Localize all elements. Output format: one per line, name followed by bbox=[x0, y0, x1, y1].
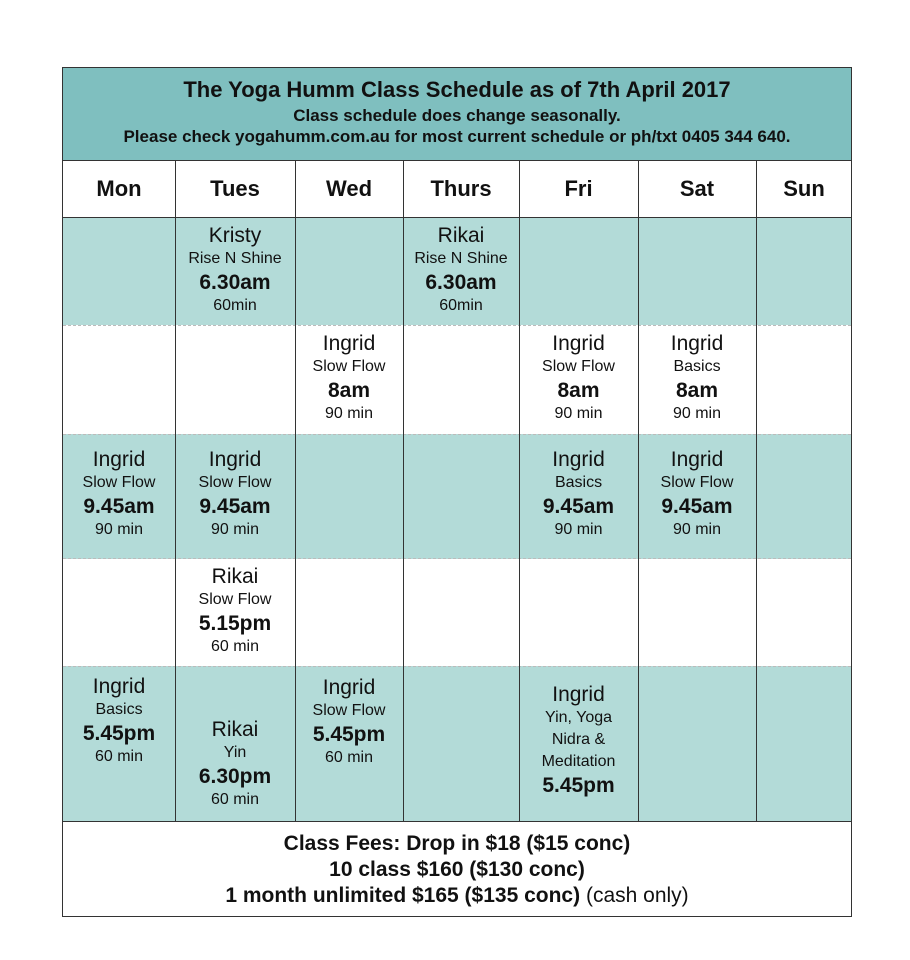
class-time: 9.45am bbox=[661, 495, 733, 518]
schedule-subtitle: Class schedule does change seasonally. bbox=[293, 106, 621, 125]
class-type: Rise N Shine bbox=[414, 250, 508, 267]
class-duration: 90 min bbox=[554, 521, 603, 538]
class-time: 5.45pm bbox=[542, 774, 615, 797]
day-header-row bbox=[63, 161, 851, 218]
class-type: Basics bbox=[95, 701, 143, 718]
class-duration: 60 min bbox=[210, 791, 260, 808]
class-time: 8am bbox=[557, 379, 600, 402]
class-type-line: Yin, Yoga bbox=[544, 709, 613, 726]
instructor-name: Ingrid bbox=[92, 448, 146, 471]
class-type: Slow Flow bbox=[198, 591, 272, 608]
fees-monthly-text: 1 month unlimited $165 ($135 conc) bbox=[225, 884, 581, 907]
class-type: Slow Flow bbox=[198, 474, 272, 491]
schedule-contact: Please check yogahumm.com.au for most current schedule or ph/txt 0405 344 640. bbox=[123, 127, 791, 146]
class-duration: 90 min bbox=[94, 521, 144, 538]
class-time: 9.45am bbox=[83, 495, 155, 518]
day-sat: Sat bbox=[679, 176, 715, 201]
instructor-name: Ingrid bbox=[322, 676, 376, 699]
day-wed: Wed bbox=[325, 176, 373, 201]
class-sat-8am bbox=[638, 332, 756, 425]
fees-cash-note: (cash only) bbox=[585, 884, 689, 907]
fees-drop-in: Class Fees: Drop in $18 ($15 conc) bbox=[283, 832, 631, 855]
class-time: 8am bbox=[675, 379, 719, 402]
class-type: Basics bbox=[673, 358, 721, 375]
class-mon-545pm bbox=[63, 675, 175, 768]
class-type: Slow Flow bbox=[660, 474, 734, 491]
class-sat-945am bbox=[638, 448, 756, 541]
class-tue-515pm bbox=[175, 565, 295, 658]
class-time: 5.45pm bbox=[312, 723, 386, 746]
column-divider bbox=[756, 161, 757, 821]
class-thu-630am bbox=[403, 224, 519, 317]
instructor-name: Kristy bbox=[208, 224, 262, 247]
instructor-name: Ingrid bbox=[552, 683, 605, 706]
class-wed-8am bbox=[295, 332, 403, 425]
class-duration: 60 min bbox=[210, 638, 260, 655]
day-fri: Fri bbox=[564, 176, 593, 201]
class-time: 9.45am bbox=[542, 495, 615, 518]
instructor-name: Rikai bbox=[211, 565, 259, 588]
instructor-name: Rikai bbox=[437, 224, 485, 247]
day-mon: Mon bbox=[96, 176, 142, 201]
class-time: 6.30am bbox=[199, 271, 271, 294]
class-tue-630pm bbox=[175, 718, 295, 811]
class-tue-945am bbox=[175, 448, 295, 541]
class-duration: 60min bbox=[439, 297, 483, 314]
class-time: 9.45am bbox=[199, 495, 271, 518]
class-fri-945am bbox=[519, 448, 638, 541]
class-duration: 60 min bbox=[94, 748, 144, 765]
class-type: Yin bbox=[223, 744, 247, 761]
class-duration: 90 min bbox=[324, 405, 374, 422]
fees-10-class: 10 class $160 ($130 conc) bbox=[329, 858, 585, 881]
class-time: 6.30am bbox=[425, 271, 497, 294]
class-type: Slow Flow bbox=[542, 358, 615, 375]
day-tue: Tues bbox=[210, 176, 260, 201]
instructor-name: Ingrid bbox=[322, 332, 376, 355]
class-duration: 90 min bbox=[672, 521, 722, 538]
class-duration: 90 min bbox=[554, 405, 603, 422]
class-fees bbox=[63, 821, 851, 917]
class-type: Basics bbox=[554, 474, 603, 491]
class-type-line: Meditation bbox=[541, 753, 616, 770]
class-time: 5.15pm bbox=[198, 612, 272, 635]
instructor-name: Rikai bbox=[211, 718, 259, 741]
class-type: Slow Flow bbox=[82, 474, 156, 491]
schedule-header bbox=[63, 68, 851, 161]
class-duration: 90 min bbox=[672, 405, 722, 422]
class-time: 8am bbox=[327, 379, 371, 402]
schedule-sheet bbox=[62, 67, 852, 917]
class-duration: 60min bbox=[213, 297, 257, 314]
instructor-name: Ingrid bbox=[92, 675, 146, 698]
class-fri-8am bbox=[519, 332, 638, 425]
class-wed-545pm bbox=[295, 676, 403, 769]
class-type: Slow Flow bbox=[312, 702, 386, 719]
class-type-line: Nidra & bbox=[551, 731, 606, 748]
instructor-name: Ingrid bbox=[670, 448, 724, 471]
class-time: 5.45pm bbox=[82, 722, 156, 745]
instructor-name: Ingrid bbox=[552, 332, 605, 355]
instructor-name: Ingrid bbox=[208, 448, 262, 471]
instructor-name: Ingrid bbox=[670, 332, 724, 355]
fees-monthly bbox=[63, 884, 851, 908]
schedule-title: The Yoga Humm Class Schedule as of 7th April 2017 bbox=[183, 77, 731, 102]
class-duration: 60 min bbox=[324, 749, 374, 766]
class-duration: 90 min bbox=[210, 521, 260, 538]
class-tue-630am bbox=[175, 224, 295, 317]
instructor-name: Ingrid bbox=[552, 448, 605, 471]
class-fri-545pm bbox=[519, 683, 638, 798]
day-thu: Thurs bbox=[430, 176, 492, 201]
class-mon-945am bbox=[63, 448, 175, 541]
class-type: Slow Flow bbox=[312, 358, 386, 375]
class-time: 6.30pm bbox=[198, 765, 272, 788]
day-sun: Sun bbox=[783, 176, 825, 201]
class-type: Rise N Shine bbox=[188, 250, 282, 267]
